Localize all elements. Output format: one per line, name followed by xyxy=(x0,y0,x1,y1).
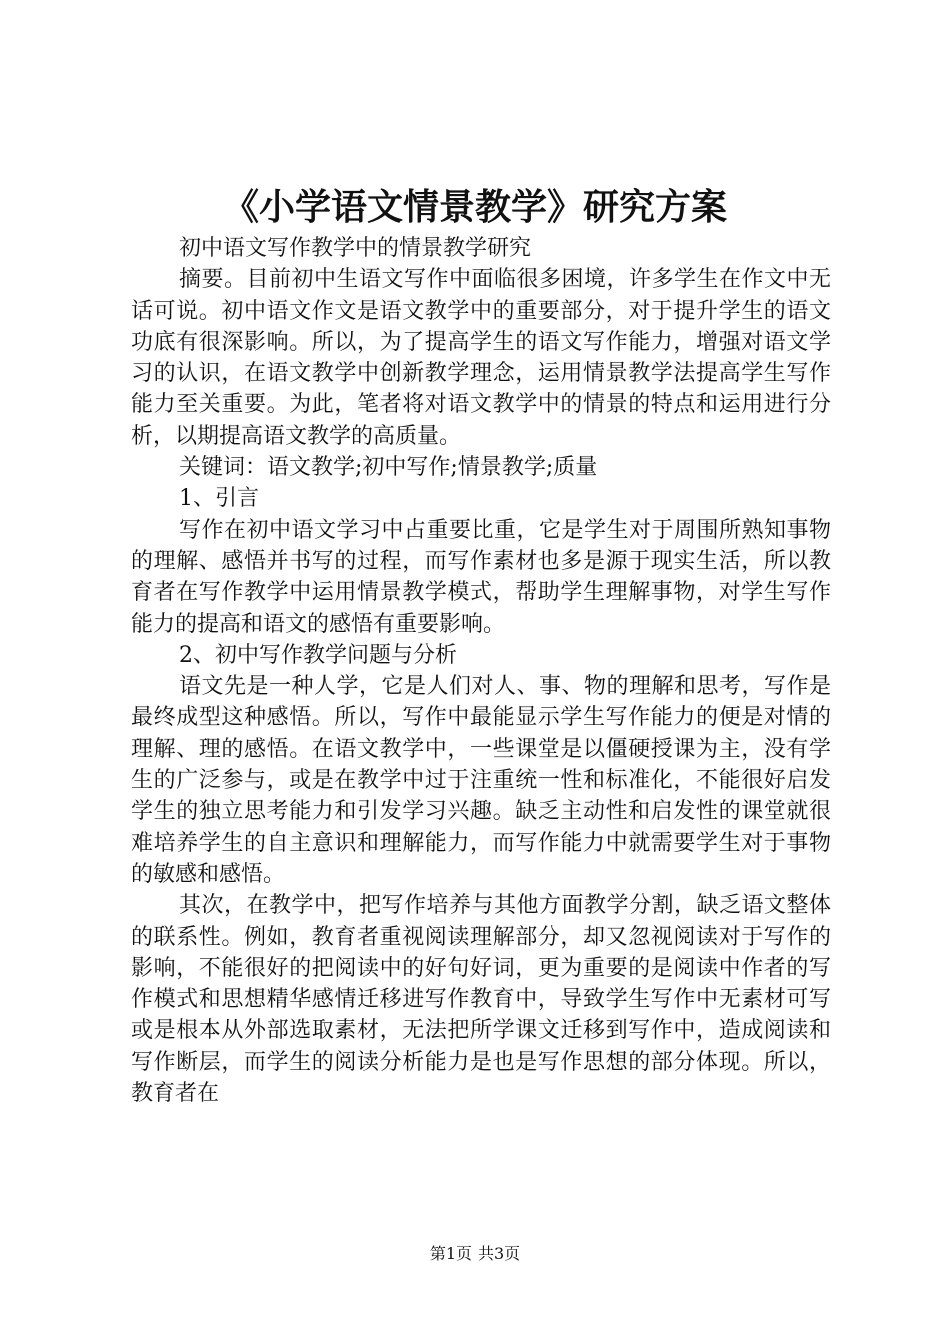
section-heading-analysis: 2、初中写作教学问题与分析 xyxy=(179,642,457,668)
introduction-paragraph: 写作在初中语文学习中占重要比重，它是学生对于周围所熟知事物的理解、感悟并书写的过程，而写作素材也多是源于现实生活，所以教育者在写作教学中运用情景教学模式，帮助学生理解事物，对学生写作能力的提高和语文的感悟有重要影响。 xyxy=(131,517,831,637)
page-total: 共3页 xyxy=(478,1244,521,1263)
analysis-paragraph: 语文先是一种人学，它是人们对人、事、物的理解和思考，写作是最终成型这种感悟。所以，写作中最能显示学生写作能力的便是对情的理解、理的感悟。在语文教学中，一些课堂是以僵硬授课为主，没有学生的广泛参与，或是在教学中过于注重统一性和标准化，不能很好启发学生的独立思考能力和引发学习兴趣。缺乏主动性和启发性的课堂就很难培养学生的自主意识和理解能力，而写作能力中就需要学生对于事物的敏感和感悟。 xyxy=(131,674,831,887)
second-issue-paragraph: 其次，在教学中，把写作培养与其他方面教学分割，缺乏语文整体的联系性。例如，教育者重视阅读理解部分，却又忽视阅读对于写作的影响，不能很好的把阅读中的好句好词，更为重要的是阅读中作者的写作模式和思想精华感情迁移进写作教育中，导致学生写作中无素材可写或是根本从外部选取素材，无法把所学课文迁移到写作中，造成阅读和写作断层，而学生的阅读分析能力是也是写作思想的部分体现。所以，教育者在 xyxy=(131,893,831,1107)
document-title: 《小学语文情景教学》研究方案 xyxy=(222,187,727,228)
page-footer xyxy=(0,1242,950,1266)
subtitle-paragraph: 初中语文写作教学中的情景教学研究 xyxy=(179,236,532,261)
keywords-paragraph: 关键词：语文教学;初中写作;情景教学;质量 xyxy=(179,455,598,481)
section-heading-introduction: 1、引言 xyxy=(179,486,259,512)
abstract-paragraph: 摘要。目前初中生语文写作中面临很多困境，许多学生在作文中无话可说。初中语文作文是语文教学中的重要部分，对于提升学生的语文功底有很深影响。所以，为了提高学生的语文写作能力，增强对语文学习的认识，在语文教学中创新教学理念，运用情景教学法提高学生写作能力至关重要。为此，笔者将对语文教学中的情景的特点和运用进行分析，以期提高语文教学的高质量。 xyxy=(131,267,831,449)
page-number: 第1页 xyxy=(429,1244,472,1263)
document-body xyxy=(131,233,831,1109)
